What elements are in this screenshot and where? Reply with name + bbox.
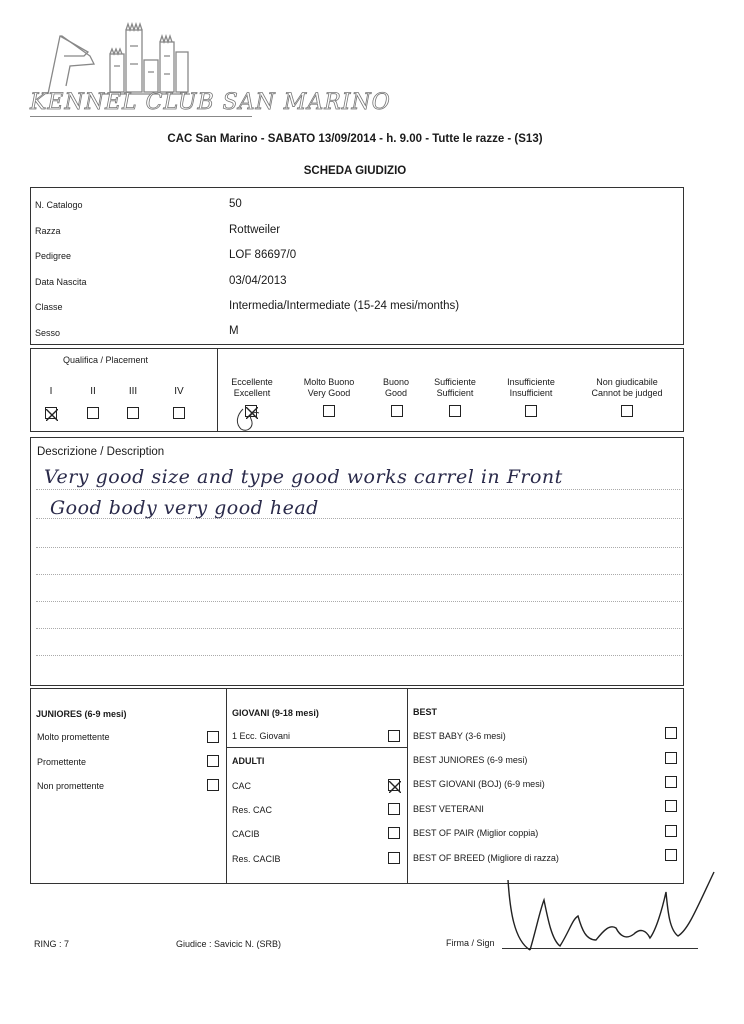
molto-promettente-checkbox[interactable] bbox=[207, 731, 219, 743]
placement-divider bbox=[217, 349, 218, 431]
catalog-number-label: N. Catalogo bbox=[35, 200, 83, 210]
placement-box bbox=[30, 348, 684, 432]
juniores-title: JUNIORES (6-9 mesi) bbox=[36, 709, 127, 719]
res-cac-checkbox[interactable] bbox=[388, 803, 400, 815]
pedigree-label: Pedigree bbox=[35, 251, 72, 261]
qual-good-it: Buono bbox=[382, 377, 410, 387]
best-item-label: BEST OF BREED (Migliore di razza) bbox=[413, 853, 559, 863]
best-item-label: BEST OF PAIR (Miglior coppia) bbox=[413, 828, 539, 838]
check-mark-icon bbox=[46, 409, 58, 421]
best-title: BEST bbox=[413, 707, 438, 717]
best-item-label: BEST GIOVANI (BOJ) (6-9 mesi) bbox=[413, 779, 545, 789]
giovani-item-label: 1 Ecc. Giovani bbox=[232, 731, 291, 741]
insufficient-checkbox[interactable] bbox=[525, 405, 537, 417]
handwritten-description-line-2: Good body very good head bbox=[50, 497, 319, 519]
ruled-line bbox=[36, 574, 682, 575]
qual-sufficient-en: Sufficient bbox=[436, 388, 474, 398]
birth-date-label: Data Nascita bbox=[35, 277, 87, 287]
rank-3-checkbox[interactable] bbox=[127, 407, 139, 419]
very-good-checkbox[interactable] bbox=[323, 405, 335, 417]
sex-value: M bbox=[229, 325, 239, 337]
best-veterani-checkbox[interactable] bbox=[665, 800, 677, 812]
best-of-breed-checkbox[interactable] bbox=[665, 849, 677, 861]
best-giovani-checkbox[interactable] bbox=[665, 776, 677, 788]
adulti-item-label: CACIB bbox=[232, 829, 260, 839]
ecc-giovani-checkbox[interactable] bbox=[388, 730, 400, 742]
non-promettente-checkbox[interactable] bbox=[207, 779, 219, 791]
check-mark-icon bbox=[389, 781, 401, 793]
giovani-title: GIOVANI (9-18 mesi) bbox=[232, 708, 319, 718]
qual-very-good-it: Molto Buono bbox=[303, 377, 355, 387]
awards-divider-1 bbox=[226, 689, 227, 883]
best-baby-checkbox[interactable] bbox=[665, 727, 677, 739]
judge-name: Giudice : Savicic N. (SRB) bbox=[176, 939, 282, 949]
placement-title: Qualifica / Placement bbox=[63, 355, 149, 365]
qual-good-label bbox=[371, 377, 421, 399]
adulti-title: ADULTI bbox=[232, 756, 265, 766]
juniores-item-label: Promettente bbox=[37, 757, 87, 767]
ruled-line bbox=[36, 628, 682, 629]
ruled-line bbox=[36, 489, 682, 490]
rank-1-checkbox[interactable] bbox=[45, 407, 57, 419]
juniores-item-label: Molto promettente bbox=[37, 732, 110, 742]
rank-2-checkbox[interactable] bbox=[87, 407, 99, 419]
handwritten-description-line-1: Very good size and type good works carrel in Front bbox=[44, 466, 563, 488]
castle-flag-icon bbox=[30, 16, 270, 96]
adulti-separator bbox=[226, 747, 407, 748]
scribble-icon bbox=[233, 407, 263, 433]
logo-text: KENNEL CLUB SAN MARINO bbox=[30, 90, 391, 115]
qual-sufficient-it: Sufficiente bbox=[434, 377, 476, 387]
best-item-label: BEST BABY (3-6 mesi) bbox=[413, 731, 506, 741]
ruled-line bbox=[36, 655, 682, 656]
best-juniores-checkbox[interactable] bbox=[665, 752, 677, 764]
qual-not-judged-label bbox=[579, 377, 675, 399]
qual-good-en: Good bbox=[384, 388, 408, 398]
cac-checkbox[interactable] bbox=[388, 779, 400, 791]
sign-label: Firma / Sign bbox=[446, 938, 495, 948]
sheet-title: SCHEDA GIUDIZIO bbox=[303, 165, 407, 177]
breed-label: Razza bbox=[35, 226, 61, 236]
best-of-pair-checkbox[interactable] bbox=[665, 825, 677, 837]
handwritten-signature bbox=[500, 870, 720, 960]
ring-number: RING : 7 bbox=[34, 939, 70, 949]
dog-info-box bbox=[30, 187, 684, 345]
adulti-item-label: Res. CACIB bbox=[232, 854, 281, 864]
qual-excellent-it: Eccellente bbox=[231, 377, 273, 387]
description-title: Descrizione / Description bbox=[37, 446, 165, 458]
qual-excellent-en: Excellent bbox=[233, 388, 271, 398]
ruled-line bbox=[36, 601, 682, 602]
juniores-item-label: Non promettente bbox=[37, 781, 105, 791]
class-label: Classe bbox=[35, 302, 63, 312]
rank-4-checkbox[interactable] bbox=[173, 407, 185, 419]
not-judged-checkbox[interactable] bbox=[621, 405, 633, 417]
best-item-label: BEST VETERANI bbox=[413, 804, 484, 814]
res-cacib-checkbox[interactable] bbox=[388, 852, 400, 864]
logo-underline bbox=[30, 116, 252, 117]
awards-divider-2 bbox=[407, 689, 408, 883]
event-title: CAC San Marino - SABATO 13/09/2014 - h. 9.00 - Tutte le razze - (S13) bbox=[167, 133, 543, 145]
good-checkbox[interactable] bbox=[391, 405, 403, 417]
awards-box bbox=[30, 688, 684, 884]
qual-sufficient-label bbox=[423, 377, 487, 399]
breed-value: Rottweiler bbox=[229, 224, 281, 236]
rank-label-4: IV bbox=[174, 386, 184, 397]
rank-label-3: III bbox=[128, 386, 138, 397]
rank-label-1: I bbox=[49, 386, 53, 397]
catalog-number-value: 50 bbox=[229, 198, 242, 210]
class-value: Intermedia/Intermediate (15-24 mesi/months) bbox=[229, 300, 460, 312]
qual-not-judged-it: Non giudicabile bbox=[596, 377, 658, 387]
qual-very-good-en: Very Good bbox=[307, 388, 351, 398]
sufficient-checkbox[interactable] bbox=[449, 405, 461, 417]
pedigree-value: LOF 86697/0 bbox=[229, 249, 297, 261]
qual-insufficient-label bbox=[495, 377, 567, 399]
qual-not-judged-en: Cannot be judged bbox=[591, 388, 663, 398]
ruled-line bbox=[36, 547, 682, 548]
promettente-checkbox[interactable] bbox=[207, 755, 219, 767]
adulti-item-label: CAC bbox=[232, 781, 252, 791]
qual-excellent-label bbox=[219, 377, 285, 399]
best-item-label: BEST JUNIORES (6-9 mesi) bbox=[413, 755, 528, 765]
qual-insufficient-en: Insufficient bbox=[509, 388, 553, 398]
qual-insufficient-it: Insufficiente bbox=[507, 377, 555, 387]
cacib-checkbox[interactable] bbox=[388, 827, 400, 839]
adulti-item-label: Res. CAC bbox=[232, 805, 273, 815]
rank-label-2: II bbox=[90, 386, 96, 397]
qual-very-good-label bbox=[293, 377, 365, 399]
sex-label: Sesso bbox=[35, 328, 61, 338]
birth-date-value: 03/04/2013 bbox=[229, 275, 287, 287]
